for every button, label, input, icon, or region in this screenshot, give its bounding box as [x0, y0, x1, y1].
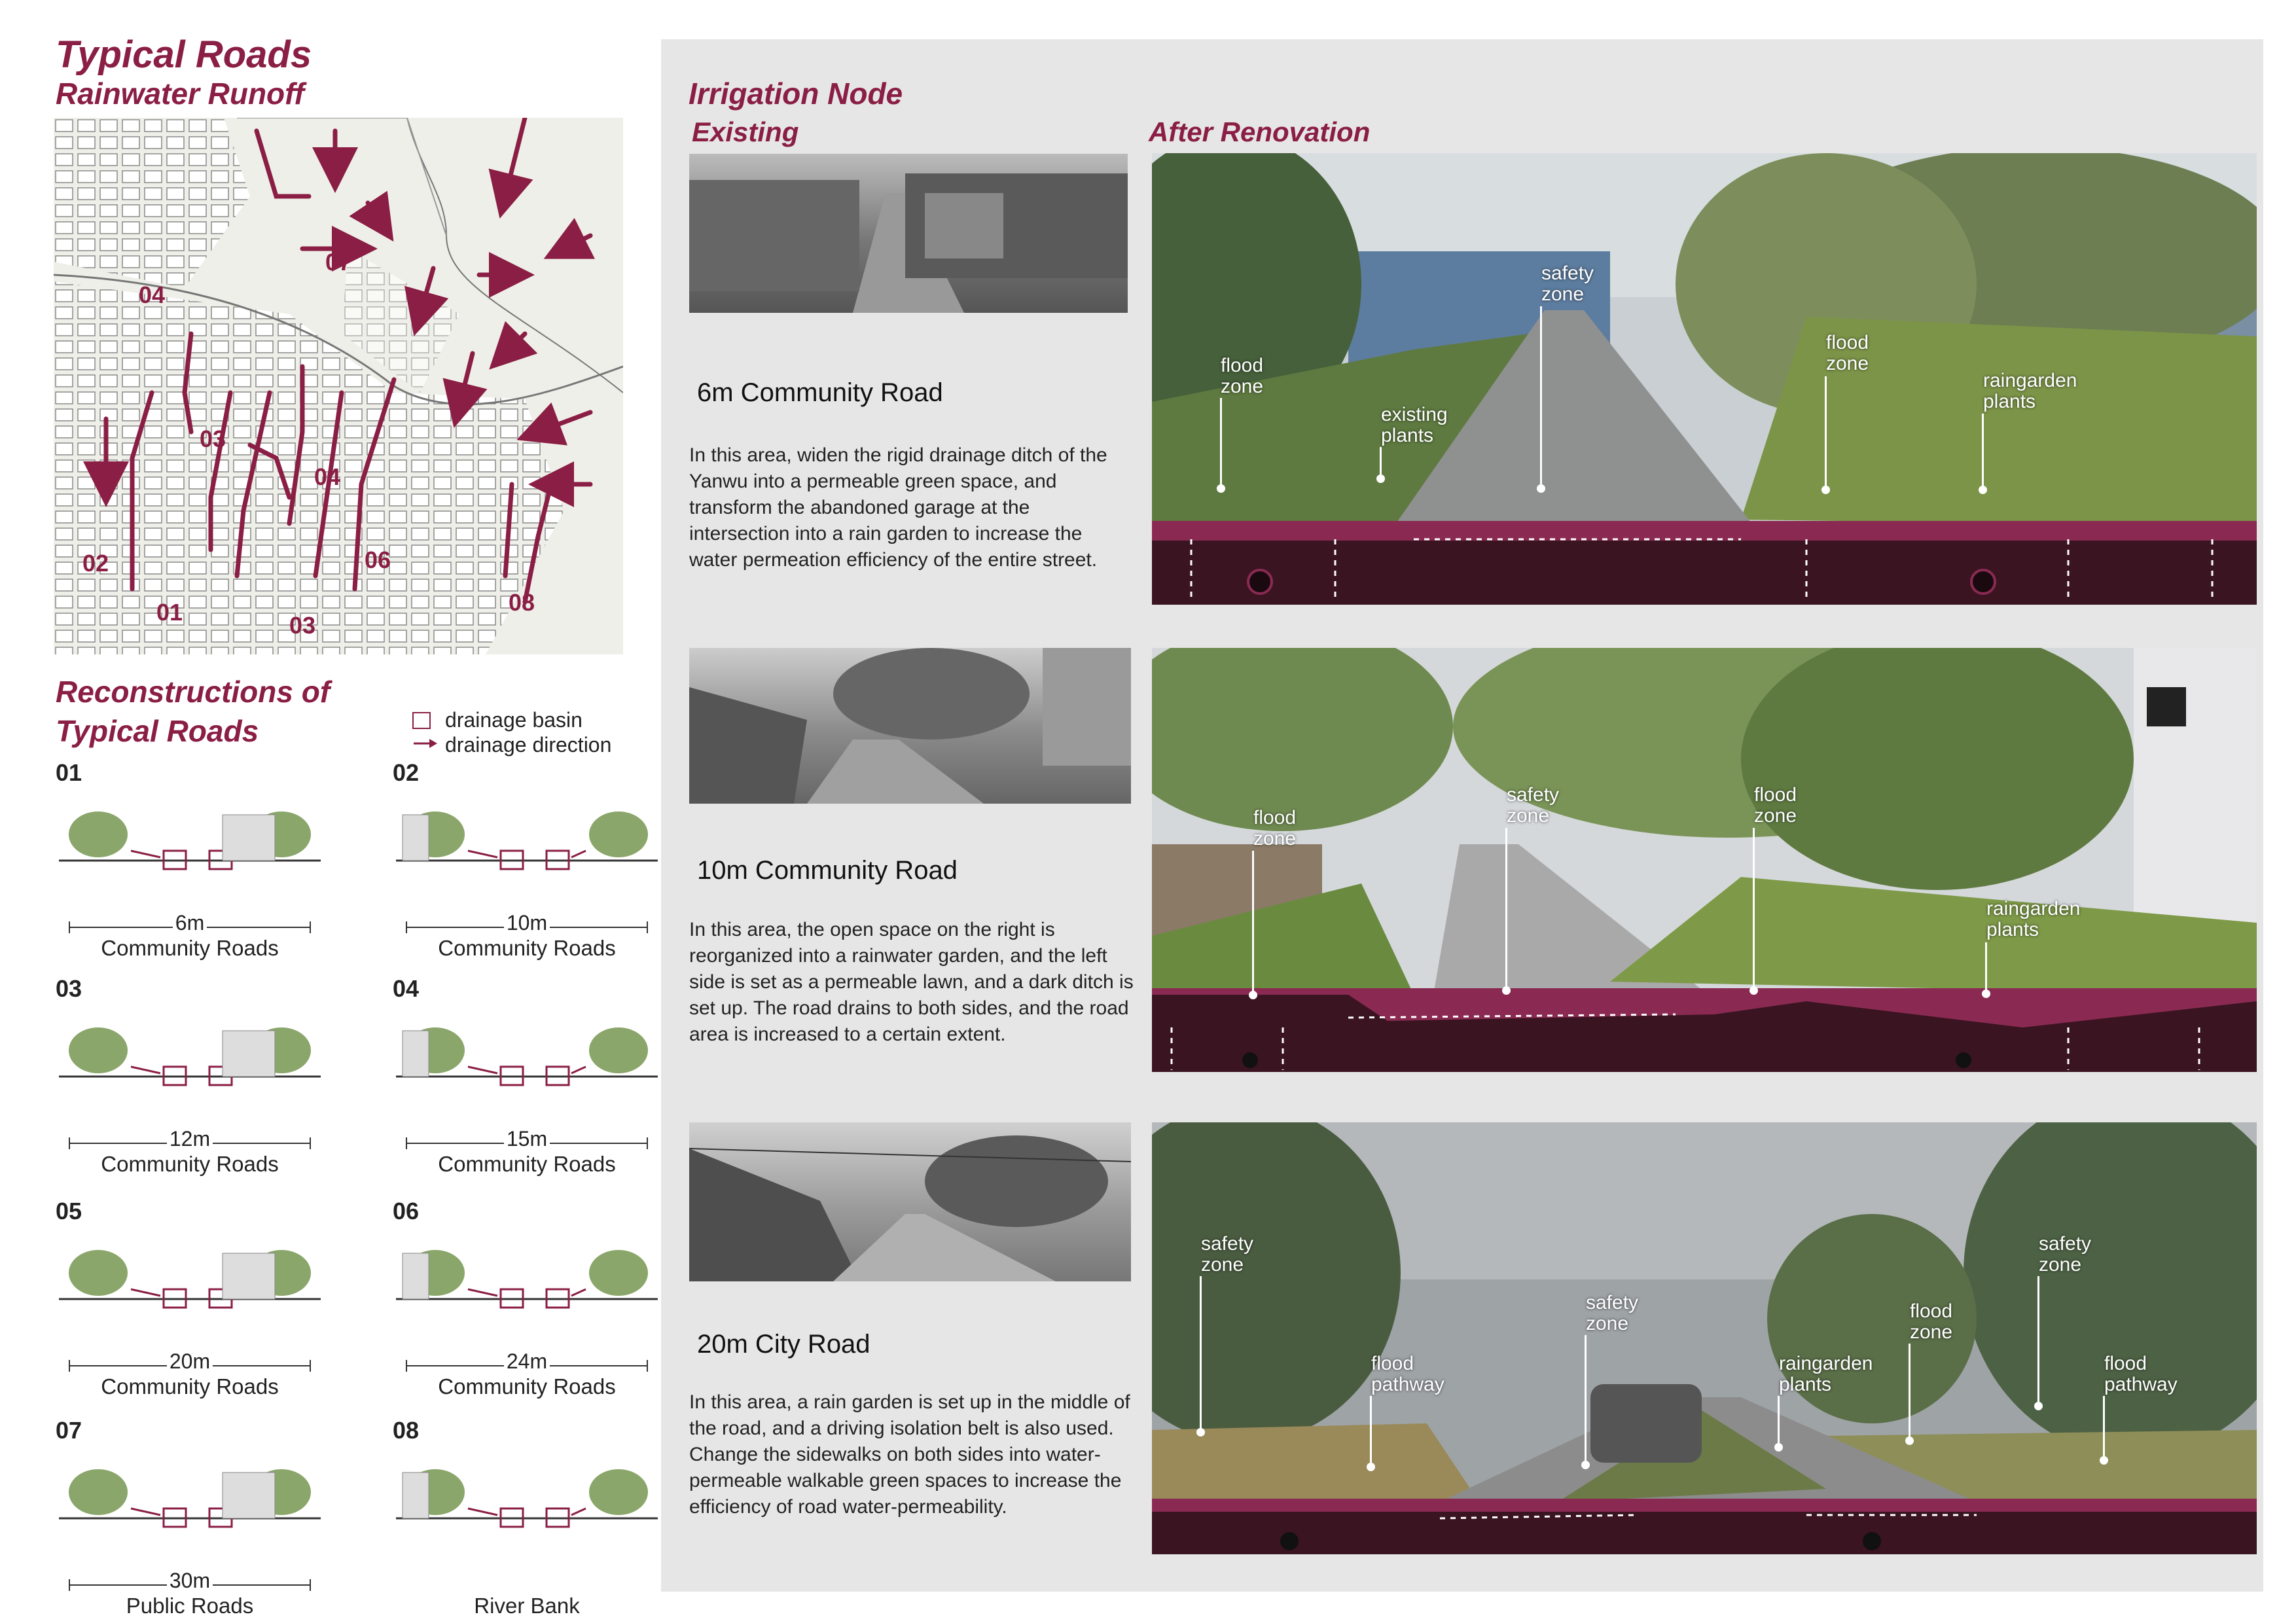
label-flood-zone: flood zone [1910, 1300, 1953, 1343]
section-width: 24m [504, 1349, 550, 1373]
label-pin [1909, 1344, 1910, 1442]
page-subtitle: Rainwater Runoff [56, 77, 304, 111]
map-label: 07 [325, 249, 352, 276]
label-safety-zone: safety zone [1201, 1233, 1254, 1275]
road-title-20m: 20m City Road [697, 1330, 870, 1359]
section-number: 02 [393, 759, 420, 786]
label-safety-zone: safety zone [1507, 784, 1560, 827]
page-title: Typical Roads [56, 33, 312, 76]
map-label: 03 [200, 425, 226, 452]
section-caption: Public Roads [126, 1594, 254, 1618]
label-existing-plants: existing plants [1381, 404, 1448, 446]
panel-title: Irrigation Node [689, 77, 903, 111]
section-width [524, 1569, 529, 1592]
section-width: 20m [167, 1349, 213, 1373]
section-diagram [396, 1227, 658, 1325]
label-pin [1778, 1396, 1780, 1448]
label-pin [1982, 414, 1984, 491]
section-diagram [396, 1005, 658, 1103]
label-safety-zone: safety zone [1541, 262, 1594, 305]
label-pin [1825, 376, 1827, 491]
section-width: 12m [167, 1127, 213, 1150]
road-desc-20m: In this area, a rain garden is set up in the middle of the road, and a driving isolation belt is also used. Change the sidewalks on both sides into water-permeable walkable green spaces to increase the efficiency of road water-permeability. [689, 1391, 1130, 1518]
section-caption: Community Roads [438, 936, 616, 960]
map-label: 06 [365, 546, 391, 573]
section-width: 15m [504, 1127, 550, 1150]
section-diagram [59, 1446, 321, 1544]
section-caption: Community Roads [438, 1374, 616, 1399]
section-caption: Community Roads [101, 936, 279, 960]
label-flood-zone-2: flood zone [1754, 784, 1797, 827]
renovation-illustration-10m [1152, 648, 2257, 1072]
section-width: 6m [173, 911, 207, 935]
label-pin [1252, 851, 1254, 996]
section-number: 03 [56, 975, 82, 1002]
existing-photo-10m [689, 648, 1131, 804]
section-width: 30m [167, 1569, 213, 1592]
section-caption: Community Roads [101, 1152, 279, 1176]
label-flood-zone: flood zone [1253, 807, 1297, 849]
map-label: 08 [509, 589, 535, 616]
label-pin [1985, 942, 1987, 995]
section-diagram [396, 789, 658, 887]
label-pin [1380, 447, 1382, 480]
label-pin [1753, 828, 1755, 991]
section-number: 01 [56, 759, 82, 786]
label-flood-pathway: flood pathway [1371, 1353, 1444, 1395]
map-label: 04 [314, 463, 341, 490]
section-number: 04 [393, 975, 420, 1002]
section-caption: Community Roads [101, 1374, 279, 1399]
label-pin [1585, 1335, 1587, 1466]
label-pin [1370, 1396, 1372, 1468]
label-pin [2103, 1396, 2105, 1461]
runoff-map [54, 118, 623, 654]
label-pin [1220, 398, 1222, 490]
label-pin [1540, 306, 1542, 490]
renovation-illustration-20m [1152, 1122, 2257, 1554]
after-heading: After Renovation [1149, 116, 1371, 147]
road-title-10m: 10m Community Road [697, 856, 958, 885]
road-title-6m: 6m Community Road [697, 378, 943, 407]
legend [412, 707, 635, 759]
label-raingarden-plants: raingarden plants [1983, 370, 2077, 412]
drainage-direction-icon [412, 736, 439, 751]
section-diagram [396, 1446, 658, 1544]
map-label: 01 [156, 599, 183, 626]
label-pin [2037, 1276, 2039, 1407]
label-pin [1200, 1276, 1202, 1433]
label-raingarden-plants: raingarden plants [1779, 1353, 1873, 1395]
existing-photo-6m [689, 154, 1128, 313]
section-number: 05 [56, 1198, 82, 1224]
label-flood-zone-2: flood zone [1826, 332, 1869, 374]
renovation-illustration-6m [1152, 153, 2257, 605]
section-number: 07 [56, 1417, 82, 1444]
drainage-basin-swatch [412, 712, 431, 729]
label-raingarden-plants: raingarden plants [1986, 898, 2081, 940]
existing-photo-20m [689, 1122, 1131, 1281]
map-label: 02 [82, 550, 109, 577]
section-width: 10m [504, 911, 550, 935]
reconstruction-title-line2: Typical Roads [56, 714, 259, 748]
section-number: 08 [393, 1417, 420, 1444]
reconstruction-title-line1: Reconstructions of [56, 675, 331, 709]
section-diagram [59, 789, 321, 887]
section-number: 06 [393, 1198, 420, 1224]
label-flood-pathway-2: flood pathway [2104, 1353, 2178, 1395]
section-diagram [59, 1227, 321, 1325]
section-caption: Community Roads [438, 1152, 616, 1176]
map-label: 04 [139, 281, 166, 308]
label-safety-zone-2: safety zone [1586, 1292, 1639, 1334]
label-pin [1505, 828, 1507, 991]
existing-heading: Existing [692, 116, 799, 147]
road-desc-6m: In this area, widen the rigid drainage ditch of the Yanwu into a permeable green space, and transform the abandoned garage at the intersection into a rain garden to increase the water permeation efficiency of the entire street. [689, 444, 1107, 571]
section-diagram [59, 1005, 321, 1103]
map-label: 03 [289, 612, 316, 639]
legend-basin-label: drainage basin [445, 708, 583, 732]
label-flood-zone: flood zone [1221, 355, 1264, 397]
label-safety-zone-3: safety zone [2039, 1233, 2092, 1275]
road-desc-10m: In this area, the open space on the right is reorganized into a rainwater garden, and the left side is set as a permeable lawn, and a dark ditch is set up. The road drains to both sides, and the road area is increased to a certain extent. [689, 919, 1134, 1045]
legend-direction-label: drainage direction [445, 733, 612, 757]
section-caption: River Bank [474, 1594, 580, 1618]
